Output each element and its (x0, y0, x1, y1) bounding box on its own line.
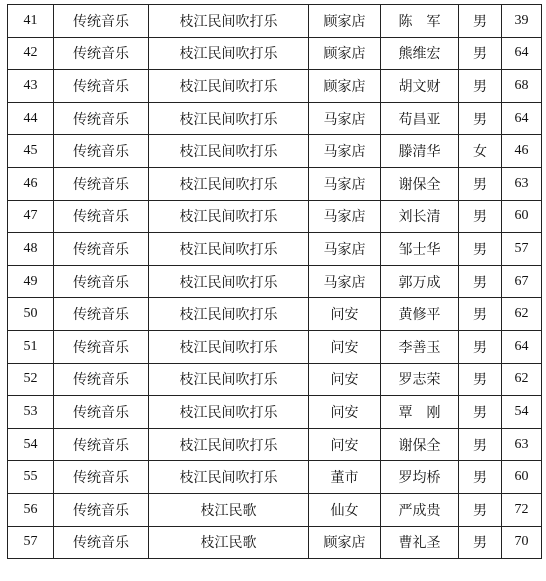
project-cell: 枝江民间吹打乐 (149, 265, 309, 298)
category-cell: 传统音乐 (54, 428, 149, 461)
row-number-cell: 46 (8, 167, 54, 200)
project-cell: 枝江民间吹打乐 (149, 428, 309, 461)
category-cell: 传统音乐 (54, 265, 149, 298)
row-number-cell: 44 (8, 102, 54, 135)
location-cell: 顾家店 (309, 70, 381, 103)
gender-cell: 男 (459, 265, 502, 298)
location-cell: 问安 (309, 428, 381, 461)
category-cell: 传统音乐 (54, 200, 149, 233)
gender-cell: 男 (459, 200, 502, 233)
inheritor-table (7, 4, 542, 559)
location-cell: 问安 (309, 363, 381, 396)
age-cell: 64 (502, 102, 542, 135)
table-row (8, 135, 542, 168)
row-number-cell: 54 (8, 428, 54, 461)
project-cell: 枝江民间吹打乐 (149, 363, 309, 396)
age-cell: 57 (502, 233, 542, 266)
age-cell: 62 (502, 298, 542, 331)
row-number-cell: 47 (8, 200, 54, 233)
location-cell: 顾家店 (309, 526, 381, 559)
category-cell: 传统音乐 (54, 493, 149, 526)
gender-cell: 男 (459, 102, 502, 135)
location-cell: 问安 (309, 330, 381, 363)
category-cell: 传统音乐 (54, 167, 149, 200)
gender-cell: 男 (459, 70, 502, 103)
project-cell: 枝江民歌 (149, 526, 309, 559)
person-name-cell: 郭万成 (381, 265, 459, 298)
gender-cell: 男 (459, 461, 502, 494)
row-number-cell: 55 (8, 461, 54, 494)
person-name-cell: 熊维宏 (381, 37, 459, 70)
row-number-cell: 42 (8, 37, 54, 70)
person-name-cell: 李善玉 (381, 330, 459, 363)
table-row (8, 526, 542, 559)
person-name-cell: 黄修平 (381, 298, 459, 331)
table-row (8, 298, 542, 331)
category-cell: 传统音乐 (54, 330, 149, 363)
age-cell: 63 (502, 428, 542, 461)
table-row (8, 330, 542, 363)
project-cell: 枝江民间吹打乐 (149, 37, 309, 70)
person-name-cell: 谢保全 (381, 428, 459, 461)
age-cell: 64 (502, 37, 542, 70)
category-cell: 传统音乐 (54, 233, 149, 266)
gender-cell: 男 (459, 363, 502, 396)
person-name-cell: 胡文财 (381, 70, 459, 103)
project-cell: 枝江民间吹打乐 (149, 330, 309, 363)
age-cell: 46 (502, 135, 542, 168)
person-name-cell: 陈 军 (381, 5, 459, 38)
person-name-cell: 刘长清 (381, 200, 459, 233)
location-cell: 顾家店 (309, 5, 381, 38)
project-cell: 枝江民间吹打乐 (149, 298, 309, 331)
row-number-cell: 50 (8, 298, 54, 331)
table-row (8, 70, 542, 103)
table-row (8, 233, 542, 266)
gender-cell: 女 (459, 135, 502, 168)
age-cell: 62 (502, 363, 542, 396)
gender-cell: 男 (459, 5, 502, 38)
age-cell: 54 (502, 396, 542, 429)
age-cell: 60 (502, 461, 542, 494)
age-cell: 70 (502, 526, 542, 559)
location-cell: 仙女 (309, 493, 381, 526)
age-cell: 60 (502, 200, 542, 233)
gender-cell: 男 (459, 330, 502, 363)
age-cell: 72 (502, 493, 542, 526)
row-number-cell: 53 (8, 396, 54, 429)
age-cell: 68 (502, 70, 542, 103)
location-cell: 马家店 (309, 233, 381, 266)
person-name-cell: 苟昌亚 (381, 102, 459, 135)
location-cell: 马家店 (309, 102, 381, 135)
category-cell: 传统音乐 (54, 70, 149, 103)
gender-cell: 男 (459, 298, 502, 331)
location-cell: 董市 (309, 461, 381, 494)
project-cell: 枝江民间吹打乐 (149, 200, 309, 233)
table-row (8, 428, 542, 461)
person-name-cell: 谢保全 (381, 167, 459, 200)
table-row (8, 493, 542, 526)
table-row (8, 363, 542, 396)
project-cell: 枝江民歌 (149, 493, 309, 526)
gender-cell: 男 (459, 233, 502, 266)
row-number-cell: 45 (8, 135, 54, 168)
row-number-cell: 51 (8, 330, 54, 363)
gender-cell: 男 (459, 167, 502, 200)
table-row (8, 396, 542, 429)
project-cell: 枝江民间吹打乐 (149, 135, 309, 168)
row-number-cell: 52 (8, 363, 54, 396)
category-cell: 传统音乐 (54, 526, 149, 559)
age-cell: 63 (502, 167, 542, 200)
age-cell: 67 (502, 265, 542, 298)
location-cell: 马家店 (309, 265, 381, 298)
location-cell: 问安 (309, 396, 381, 429)
category-cell: 传统音乐 (54, 37, 149, 70)
project-cell: 枝江民间吹打乐 (149, 5, 309, 38)
row-number-cell: 56 (8, 493, 54, 526)
table-body (8, 5, 542, 559)
project-cell: 枝江民间吹打乐 (149, 461, 309, 494)
location-cell: 问安 (309, 298, 381, 331)
location-cell: 马家店 (309, 200, 381, 233)
person-name-cell: 邹士华 (381, 233, 459, 266)
gender-cell: 男 (459, 396, 502, 429)
category-cell: 传统音乐 (54, 461, 149, 494)
table-row (8, 200, 542, 233)
category-cell: 传统音乐 (54, 5, 149, 38)
row-number-cell: 49 (8, 265, 54, 298)
gender-cell: 男 (459, 526, 502, 559)
category-cell: 传统音乐 (54, 396, 149, 429)
gender-cell: 男 (459, 493, 502, 526)
category-cell: 传统音乐 (54, 102, 149, 135)
category-cell: 传统音乐 (54, 135, 149, 168)
age-cell: 39 (502, 5, 542, 38)
person-name-cell: 罗均桥 (381, 461, 459, 494)
gender-cell: 男 (459, 37, 502, 70)
person-name-cell: 覃 刚 (381, 396, 459, 429)
person-name-cell: 曹礼圣 (381, 526, 459, 559)
person-name-cell: 罗志荣 (381, 363, 459, 396)
project-cell: 枝江民间吹打乐 (149, 167, 309, 200)
project-cell: 枝江民间吹打乐 (149, 396, 309, 429)
table-row (8, 5, 542, 38)
category-cell: 传统音乐 (54, 298, 149, 331)
gender-cell: 男 (459, 428, 502, 461)
row-number-cell: 48 (8, 233, 54, 266)
location-cell: 马家店 (309, 167, 381, 200)
location-cell: 顾家店 (309, 37, 381, 70)
location-cell: 马家店 (309, 135, 381, 168)
row-number-cell: 41 (8, 5, 54, 38)
table-row (8, 167, 542, 200)
person-name-cell: 严成贵 (381, 493, 459, 526)
age-cell: 64 (502, 330, 542, 363)
table-row (8, 102, 542, 135)
table-row (8, 461, 542, 494)
project-cell: 枝江民间吹打乐 (149, 70, 309, 103)
row-number-cell: 43 (8, 70, 54, 103)
project-cell: 枝江民间吹打乐 (149, 233, 309, 266)
table-row (8, 265, 542, 298)
person-name-cell: 滕清华 (381, 135, 459, 168)
project-cell: 枝江民间吹打乐 (149, 102, 309, 135)
category-cell: 传统音乐 (54, 363, 149, 396)
table-row (8, 37, 542, 70)
row-number-cell: 57 (8, 526, 54, 559)
